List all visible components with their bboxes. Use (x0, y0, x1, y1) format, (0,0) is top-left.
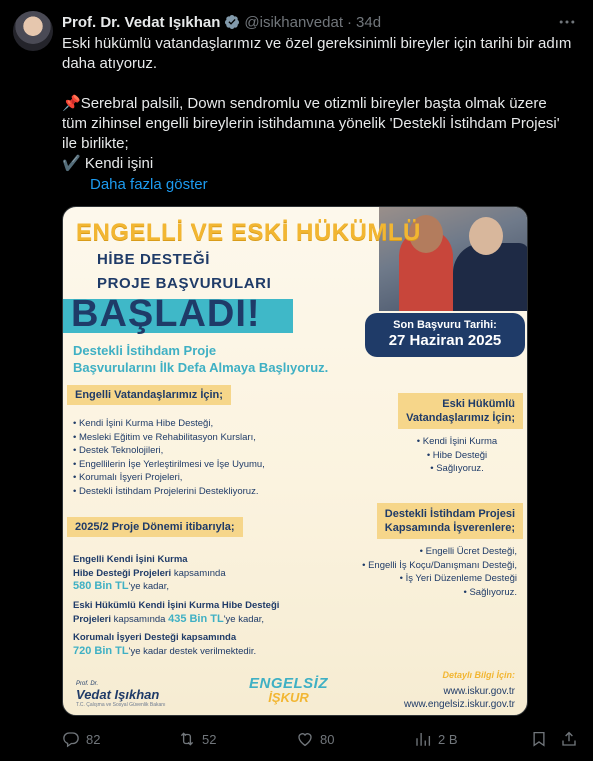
list-item: • Sağlıyoruz. (397, 462, 517, 476)
reply-count: 82 (86, 731, 101, 747)
share-icon[interactable] (560, 730, 578, 748)
list-item: • Sağlıyoruz. (362, 586, 517, 600)
tweet-actions (62, 728, 582, 752)
photo-person-right-head (469, 217, 503, 255)
engelsiz-iskur-logo: ENGELSİZ İŞKUR (249, 675, 329, 705)
reply-button[interactable] (62, 730, 100, 748)
employer-tag-line-2: Kapsamında İşverenlere; (384, 522, 515, 534)
tweet-line-1: Eski hükümlü vatandaşlarımız ve özel gereksinimli bireyler için tarihi bir adım daha atıyoruz. (62, 35, 572, 72)
minister-signature: Prof. Dr. Vedat Işıkhan T.C. Çalışma ve Sosyal Güvenlik Bakanı (76, 681, 166, 708)
project-amount-2: Eski Hükümlü Kendi İşini Kurma Hibe Desteği Projeleri kapsamında 435 Bin TL'ye kadar, (73, 600, 280, 625)
exconvict-list (397, 435, 517, 476)
like-count: 80 (320, 731, 335, 747)
pin-icon: 📌 (62, 95, 81, 112)
show-more-link[interactable]: Daha fazla göster (90, 176, 208, 193)
disabled-section-tag: Engelli Vatandaşlarımız İçin; (67, 385, 231, 405)
list-item: • Engelli Ücret Desteği, (362, 545, 517, 559)
list-item: • Kendi İşini Kurma (397, 435, 517, 449)
like-button[interactable] (296, 730, 334, 748)
tweet-header (62, 12, 381, 32)
list-item: • Engelli İş Koçu/Danışmanı Desteği, (362, 559, 517, 573)
repost-button[interactable] (178, 730, 216, 748)
tweet-time[interactable]: 34d (356, 13, 382, 31)
deadline-badge (365, 313, 525, 357)
list-item: • Destekli İstihdam Projelerini Destekliyoruz. (73, 485, 265, 499)
exconvict-tag-line-2: Vatandaşlarımız İçin; (406, 412, 515, 424)
tweet-line-2: Serebral palsili, Down sendromlu ve otizmli bireyler başta olmak üzere tüm zihinsel engelli bireylerin istihdamına yönelik 'Destekli İstihdam Projesi' ile birlikte; (62, 95, 560, 152)
views-button[interactable] (414, 730, 458, 748)
heart-icon (296, 730, 314, 748)
tweet-text (62, 34, 572, 174)
author-name[interactable]: Prof. Dr. Vedat Işıkhan (62, 13, 221, 31)
deadline-date: 27 Haziran 2025 (388, 332, 502, 349)
list-item: • İş Yeri Düzenleme Desteği (362, 572, 517, 586)
project-amount-3: Korumalı İşyeri Desteği kapsamında 720 Bin TL'ye kadar destek verilmektedir. (73, 632, 257, 657)
employer-section-tag (377, 503, 523, 539)
tweet-line-3: Kendi işini (84, 155, 154, 172)
author-handle[interactable]: @isikhanvedat (244, 13, 344, 31)
exconvict-section-tag (398, 393, 523, 429)
repost-icon (178, 730, 196, 748)
more-options-icon[interactable] (557, 12, 577, 32)
repost-count: 52 (202, 731, 217, 747)
period-section-tag: 2025/2 Proje Dönemi itibarıyla; (67, 517, 243, 537)
poster-sub-2: Başvurularını İlk Defa Almaya Başlıyoruz. (73, 360, 329, 375)
info-block: Detaylı Bilgi İçin: www.iskur.gov.tr www.engelsiz.iskur.gov.tr (404, 670, 515, 710)
poster-subtitle-1: HİBE DESTEĞİ (97, 251, 211, 268)
verified-badge-icon (224, 14, 240, 30)
views-icon (414, 730, 432, 748)
exconvict-tag-line-1: Eski Hükümlü (442, 398, 515, 410)
list-item: • Hibe Desteği (397, 449, 517, 463)
poster-title: ENGELLİ VE ESKİ HÜKÜMLÜ (76, 219, 421, 246)
poster-started-text: BAŞLADI! (71, 293, 261, 335)
employer-tag-line-1: Destekli İstihdam Projesi (384, 508, 515, 520)
deadline-label: Son Başvuru Tarihi: (393, 319, 497, 331)
list-item: • Kendi İşini Kurma Hibe Desteği, (73, 417, 265, 431)
project-amount-1: Engelli Kendi İşini Kurma Hibe Desteği Projeleri kapsamında 580 Bin TL'ye kadar, (73, 554, 226, 592)
bookmark-icon[interactable] (530, 730, 548, 748)
list-item: • Korumalı İşyeri Projeleri, (73, 471, 265, 485)
tweet-media-image[interactable] (62, 206, 528, 716)
list-item: • Mesleki Eğitim ve Rehabilitasyon Kursları, (73, 431, 265, 445)
avatar[interactable] (13, 11, 53, 51)
poster-sub-1: Destekli İstihdam Proje (73, 343, 217, 358)
views-count: 2 B (438, 731, 458, 747)
poster-subtitle-2: PROJE BAŞVURULARI (97, 275, 272, 292)
reply-icon (62, 730, 80, 748)
employer-list (362, 545, 517, 599)
disabled-list (73, 417, 265, 498)
list-item: • Destek Teknolojileri, (73, 444, 265, 458)
header-separator: · (347, 13, 353, 31)
list-item: • Engellilerin İşe Yerleştirilmesi ve İşe Uyumu, (73, 458, 265, 472)
checkmark-icon: ✔️ (62, 155, 81, 172)
